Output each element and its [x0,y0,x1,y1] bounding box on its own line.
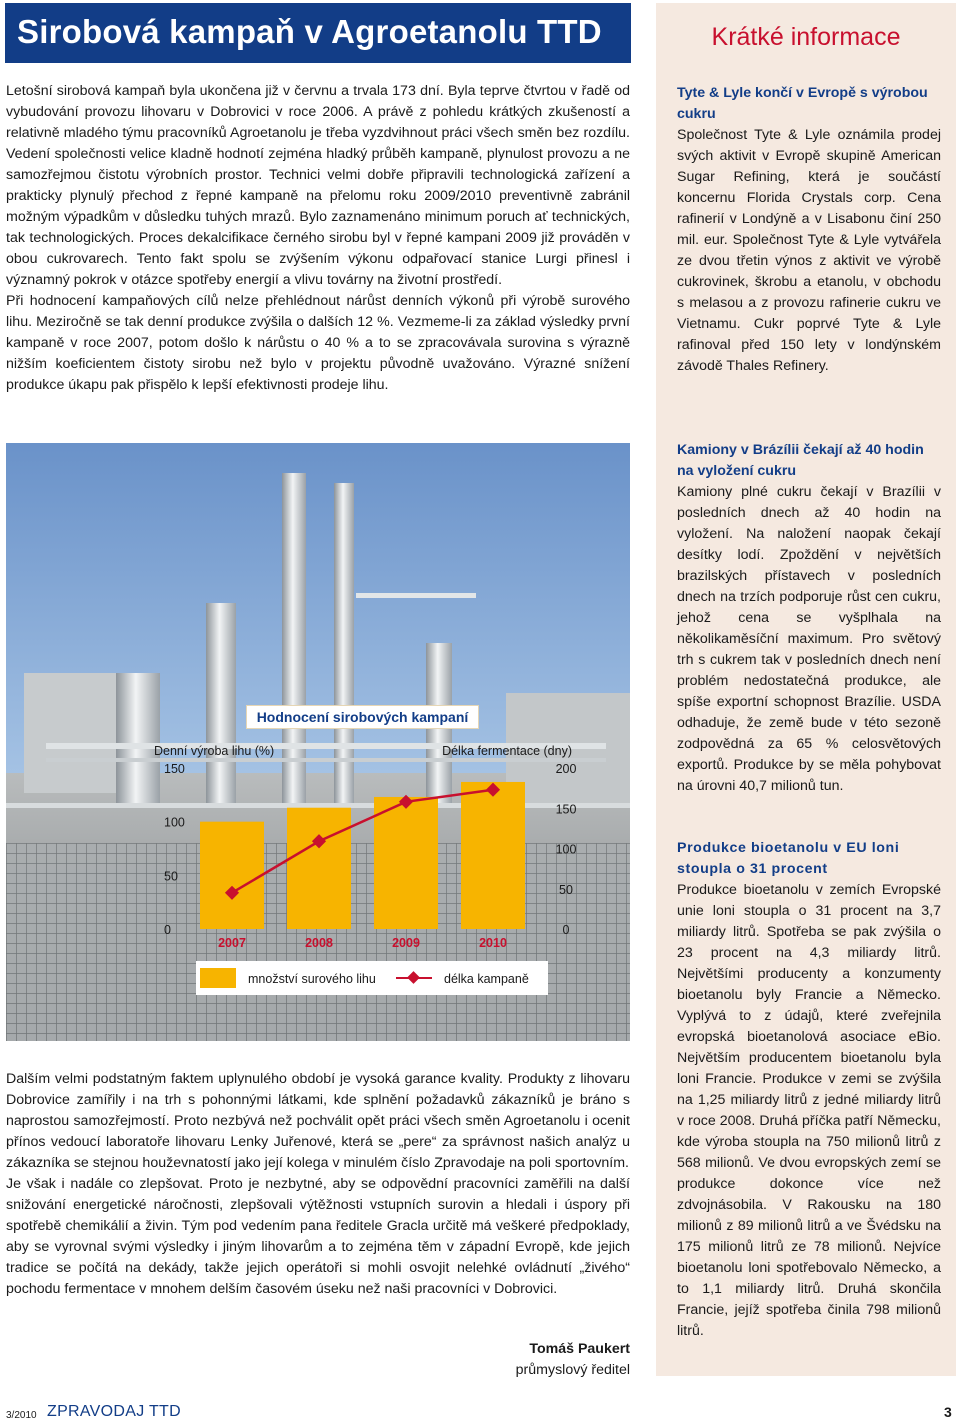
chart-title: Hodnocení sirobových kampaní [256,709,469,725]
legend-label-line: délka kampaně [444,972,529,986]
chart-bar [200,822,264,929]
news-heading: Produkce bioetanolu v EU loni stoupla o 31 procent [677,840,900,877]
issue-number: 3/2010 [6,1410,37,1421]
chart-bar [374,797,438,929]
article-paragraph: Dalším velmi podstatným faktem uplynulého období je vysoká garance kvality. Produkty z lihovaru Dobrovice zamířily i na trh s pohonnými látkami, kde splnění požadavků zákazníků je bráno s naprostou samozřejmostí. Proto nezbývá než pochválit opět práci všech směn Agroetanolu i ocenit přínos vedoucí laboratoře lihovaru Lenky Juřenové, která se „pere“ za správnost našich analýz u zákazníka se stejnou houževnatostí jako její kolega v minulém číslo Zpravodaje na poli sportovním. [6,1071,630,1171]
y-tick-label: 50 [164,869,178,884]
news-item [677,838,941,1342]
chart-legend-svg [196,961,548,995]
newsletter-brand: ZPRAVODAJ TTD [47,1403,181,1420]
x-tick-label: 2009 [392,936,420,950]
legend-label-bar: množství surového lihu [248,972,376,986]
campaign-chart [6,735,630,960]
article-intro [6,81,630,396]
news-body: Společnost Tyte & Lyle oznámila prodej svých aktivit v Evropě skupině American Sugar Refining, která je součástí koncernu Florida Crystals corp. Cena rafinerií v Londýně a v Lisabonu činí 250 mil. eur. Společnost Tyte & Lyle vytvářela ze dvou třetin výnos z aktivit ve výrobě cukrovinek, škrobu a etanolu, v obchodu s melasou a z provozu rafinerie cukru ve Vietnamu. Cukr poprvé Tyte & Lyle rafinoval před 150 lety v londýnském závodě Thales Refinery. [677,127,941,374]
x-tick-label: 2010 [479,936,507,950]
legend-swatch-marker [407,971,420,984]
y-tick-label: 100 [164,815,185,830]
chart-series-line [232,790,493,893]
news-body: Kamiony plné cukru čekají v Brazílii v posledních dnech až 40 hodin na vyložení. Na naložení naopak čekají desítky lodí. Zpoždění v největších brazilských přístavech v posledních dnech na trzích podporuje růst cen cukru, jehož cena se vyšplhala na několikaměsíční maximum. Pro světový trh s cukrem tak v posledních dnech není problém nedostatečná produkce, ale spíše exportní schopnost Brazílie. USDA odhaduje, že země bude v této sezoně zodpovědná za 65 % celosvětových exportů. Produkce by se měla pohybovat na úrovni 40,7 milionů tun. [677,484,941,794]
news-body: Produkce bioetanolu v zemích Evropské unie loni stoupla o 31 procent na 3,7 miliardy litrů. Spotřeba se pak zvýšila o 23 procent na 4,3 miliardy litrů. Největšími producenty a konzumenty bioetanolu byly Francie a Německo. Vyplývá to z údajů, které zveřejnila evropská bioetanolová asociace eBio. Největším producentem bioetanolu byla loni Francie. Produkce v zemi se zvýšila na 1,25 miliardy litrů z jedné miliardy litrů v roce 2008. Druhá příčka patří Německu, kde výroba stoupla na 750 milionů litrů z 568 milionů. Ve dvou evropských zemí se produkce dokonce více než zdvojnásobila. V Rakousku na 180 milionů z 89 milionů litrů a ve Švédsku na 175 milionů litrů ze 78 milionů. Nejvíce bioetanolu loni spotřebovalo Německo, a to 1,1 miliardy litrů. Druhá skončila Francie, jejíž spotřeba činila 798 milionů litrů. [677,882,941,1339]
y2-tick-label: 50 [559,882,573,897]
y-tick-label: 150 [164,762,185,776]
news-item [677,83,941,377]
y2-axis-label: Délka fermentace (dny) [442,744,572,758]
chart-title-box [246,705,479,729]
author-role: průmyslový ředitel [515,1362,630,1378]
sidebar-news [656,3,956,1376]
author-name: Tomáš Paukert [529,1341,630,1357]
x-tick-label: 2007 [218,936,246,950]
y2-tick-label: 150 [555,802,577,817]
article-paragraph: Je však i nadále co zlepšovat. Proto je nezbytné, aby se odpovědní pracovníci zaměřili na další snižování energetické náročnosti, zlepšovali výtěžnosti vstupních surovin a hledali i úspory při spotřebě chemikálií a živin. Tým pod vedením pana ředitele Gracla určitě má veškeré předpoklady, aby se vyrovnal svými výsledky i jiným lihovarům a to zejména těm v západní Evropě, kde jejich tradice se počítá na dekády, takže jejich operátoři si mohli osvojit nelehké ovládnutí „živého“ pochodu fermentace v mnohem delším časovém úseku než naši pracovníci v Dobrovici. [6,1176,630,1297]
article-outro [6,1069,630,1300]
news-heading: Kamiony v Brázílii čekají až 40 hodin na vyložení cukru [677,442,924,479]
y-axis-label: Denní výroba lihu (%) [154,744,275,758]
chart-bar [461,782,525,929]
sidebar-title: Krátké informace [711,23,901,51]
x-tick-label: 2008 [305,936,333,950]
article-paragraph: Při hodnocení kampaňových cílů nelze přehlédnout nárůst denních výkonů při výrobě surového lihu. Meziročně se tak denní produkce zvýšila o dalších 12 %. Vezmeme-li za základ výsledky první kampaně v roce 2007, potom došlo k nárůstu o 40 % a to se zpracovávala surovina s výrazně nižším koeficientem čistoty sirobu než bylo v projektu původně uvažováno. Výrazné snížení produkce úkapu pak přispělo k lepší efektivnosti prodeje lihu. [6,293,630,393]
page-number: 3 [944,1404,952,1420]
y2-tick-label: 100 [555,842,577,857]
title-bar [5,3,631,63]
y2-tick-label: 200 [555,762,577,776]
news-item [677,440,941,797]
article-paragraph: Letošní sirobová kampaň byla ukončena již v červnu a trvala 173 dní. Byla teprve čtvrtou v řadě od vybudování provozu lihovaru v Dobrovici v roce 2006. A právě z pohledu krátkých zkušeností a relativně mladého týmu pracovníků Agroetanolu je třeba vyzdvihnout práci všech směn bez rozdílu. Vedení společnosti velice kladně hodnotí zejména hladký průběh kampaně, plynulost provozu a ne samozřejmou čistotu výrobních prostor. Technici velmi dobře připravili technologická zařízení a prakticky plynulý přechod z řepné kampaně na přelomu roku 2009/2010 preventivně zabránil možným výpadkům v důsledku tuhých mrazů. Bylo zaznamenáno minimum poruch ať technických, tak technologických. Proces dekalcifikace černého sirobu byl v řepné kampani 2009 již prováděn v obou cukrovarech. Tento fakt spolu se zvýšením výkonu odpařovací stanice Lurgi přinesl i významný pokrok v otázce spotřeby energií a vlivu továrny na životní prostředí. [6,83,630,288]
legend-swatch-bar [200,968,236,988]
chart-legend [196,961,548,995]
chart-bar [287,808,351,929]
y-tick-label: 0 [164,923,171,937]
y2-tick-label: 0 [562,923,570,937]
news-heading: Tyte & Lyle končí v Evropě s výrobou cukru [677,85,928,122]
page-title: Sirobová kampaň v Agroetanolu TTD [17,13,602,50]
